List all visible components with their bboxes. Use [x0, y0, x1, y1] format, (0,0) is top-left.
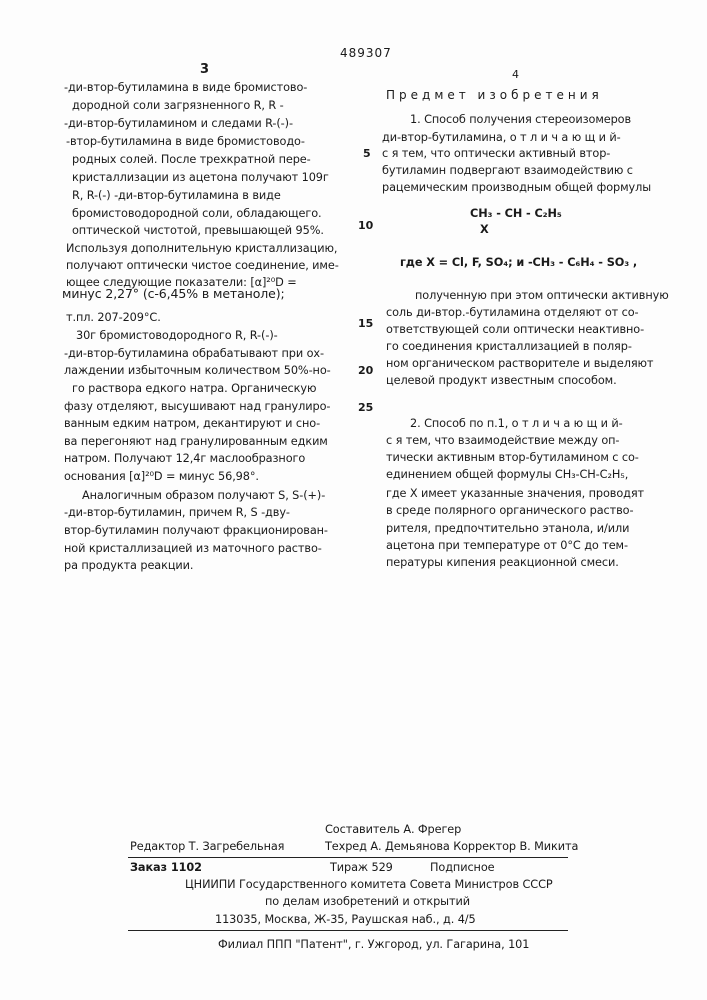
left-text-line: втор-бутиламин получают фракционирован- [64, 524, 328, 538]
right-text-line: целевой продукт известным способом. [386, 374, 617, 388]
left-text-line: ва перегоняют над гранулированным едким [64, 435, 328, 449]
chemical-formula: CH₃ - CH - C₂H₅ [470, 207, 562, 221]
left-text-line: Аналогичным образом получают S, S-(+)- [82, 489, 325, 503]
left-text-line: -ди-втор-бутиламин, причем R, S -дву- [64, 506, 290, 520]
right-text-line: пературы кипения реакционной смеси. [386, 556, 619, 570]
line-number: 25 [358, 401, 373, 414]
left-text-line: -ди-втор-бутиламина в виде бромистово- [64, 81, 307, 95]
left-text-line: Используя дополнительную кристаллизацию, [66, 242, 337, 256]
left-text-line: R, R-(-) -ди-втор-бутиламина в виде [72, 189, 281, 203]
left-text-line: родных солей. После трехкратной пере- [72, 153, 311, 167]
line-number: 15 [358, 317, 373, 330]
right-text-line: го соединения кристаллизацией в поляр- [386, 340, 632, 354]
page-number-left: 3 [200, 62, 209, 77]
address: 113035, Москва, Ж-35, Раушская наб., д. 4/5 [215, 913, 476, 927]
line-number: 5 [363, 147, 371, 160]
right-text-line: ацетона при температуре от 0°С до тем- [386, 539, 628, 553]
line-number: 10 [358, 219, 373, 232]
order: Заказ 1102 [130, 861, 202, 875]
left-text-line: дородной соли загрязненного R, R - [72, 99, 284, 113]
left-text-line: основания [α]²⁰D = минус 56,98°. [64, 470, 259, 484]
right-text-line: 2. Способ по п.1, о т л и ч а ю щ и й- [410, 417, 623, 431]
right-text-line: тически активным втор-бутиламином с со- [386, 451, 639, 465]
left-text-line: ющее следующие показатели: [α]²⁰D = [66, 276, 297, 290]
left-text-line: го раствора едкого натра. Органическую [72, 382, 316, 396]
left-text-line: т.пл. 207-209°С. [66, 311, 161, 325]
right-text-line: рацемическим производным общей формулы [382, 181, 651, 195]
right-text-line: полученную при этом оптически активную [415, 289, 669, 303]
left-text-line: минус 2,27° (с-6,45% в метаноле); [62, 287, 285, 301]
left-text-line: ра продукта реакции. [64, 559, 193, 573]
subscription: Подписное [430, 861, 495, 875]
page-number-right: 4 [512, 68, 519, 81]
right-text-line: с я тем, что оптически активный втор- [382, 147, 610, 161]
left-text-line: ной кристаллизацией из маточного раство- [64, 542, 322, 556]
patent-number: 489307 [340, 46, 392, 60]
right-text-line: где X = Cl, F, SO₄; и -CH₃ - C₆H₄ - SO₃ , [400, 256, 637, 270]
left-text-line: -ди-втор-бутиламином и следами R-(-)- [64, 117, 293, 131]
left-text-line: оптической чистотой, превышающей 95%. [72, 224, 324, 238]
left-text-line: кристаллизации из ацетона получают 109г [72, 171, 329, 185]
right-text-line: ответствующей соли оптически неактивно- [386, 323, 644, 337]
left-text-line: -втор-бутиламина в виде бромистоводо- [66, 135, 305, 149]
right-text-line: где X имеет указанные значения, проводят [386, 487, 644, 501]
chemical-formula: X [480, 223, 489, 237]
right-text-line: единением общей формулы CH₃-CH-C₂H₅, [386, 468, 628, 482]
left-text-line: -ди-втор-бутиламина обрабатывают при ох- [64, 347, 324, 361]
branch: Филиал ППП "Патент", г. Ужгород, ул. Гагарина, 101 [218, 938, 529, 952]
section-heading: Предмет изобретения [386, 88, 603, 102]
left-text-line: ванным едким натром, декантируют и сно- [64, 417, 320, 431]
compiler: Составитель А. Фрегер [325, 823, 461, 837]
org-line-2: по делам изобретений и открытий [265, 895, 470, 909]
right-text-line: бутиламин подвергают взаимодействию с [382, 164, 633, 178]
right-text-line: с я тем, что взаимодействие между оп- [386, 434, 619, 448]
left-text-line: 30г бромистоводородного R, R-(-)- [76, 329, 278, 343]
org-line-1: ЦНИИПИ Государственного комитета Совета Министров СССР [185, 878, 553, 892]
right-text-line: ном органическом растворителе и выделяют [386, 357, 653, 371]
editor: Редактор Т. Загребельная [130, 840, 284, 854]
right-text-line: соль ди-втор.-бутиламина отделяют от со- [386, 306, 639, 320]
left-text-line: бромистоводородной соли, обладающего. [72, 207, 322, 221]
divider [128, 857, 568, 858]
circulation: Тираж 529 [330, 861, 393, 875]
left-text-line: получают оптически чистое соединение, име- [66, 259, 339, 273]
right-text-line: ди-втор-бутиламина, о т л и ч а ю щ и й- [382, 131, 621, 145]
left-text-line: лаждении избыточным количеством 50%-но- [64, 364, 331, 378]
right-text-line: в среде полярного органического раство- [386, 504, 633, 518]
line-number: 20 [358, 364, 373, 377]
right-text-line: 1. Способ получения стереоизомеров [410, 113, 631, 127]
patent-page [0, 0, 707, 1000]
right-text-line: рителя, предпочтительно этанола, и/или [386, 522, 629, 536]
left-text-line: натром. Получают 12,4г маслообразного [64, 452, 305, 466]
left-text-line: фазу отделяют, высушивают над гранулиро- [64, 400, 330, 414]
divider [128, 930, 568, 931]
tech-editor: Техред А. Демьянова Корректор В. Микита [325, 840, 578, 854]
